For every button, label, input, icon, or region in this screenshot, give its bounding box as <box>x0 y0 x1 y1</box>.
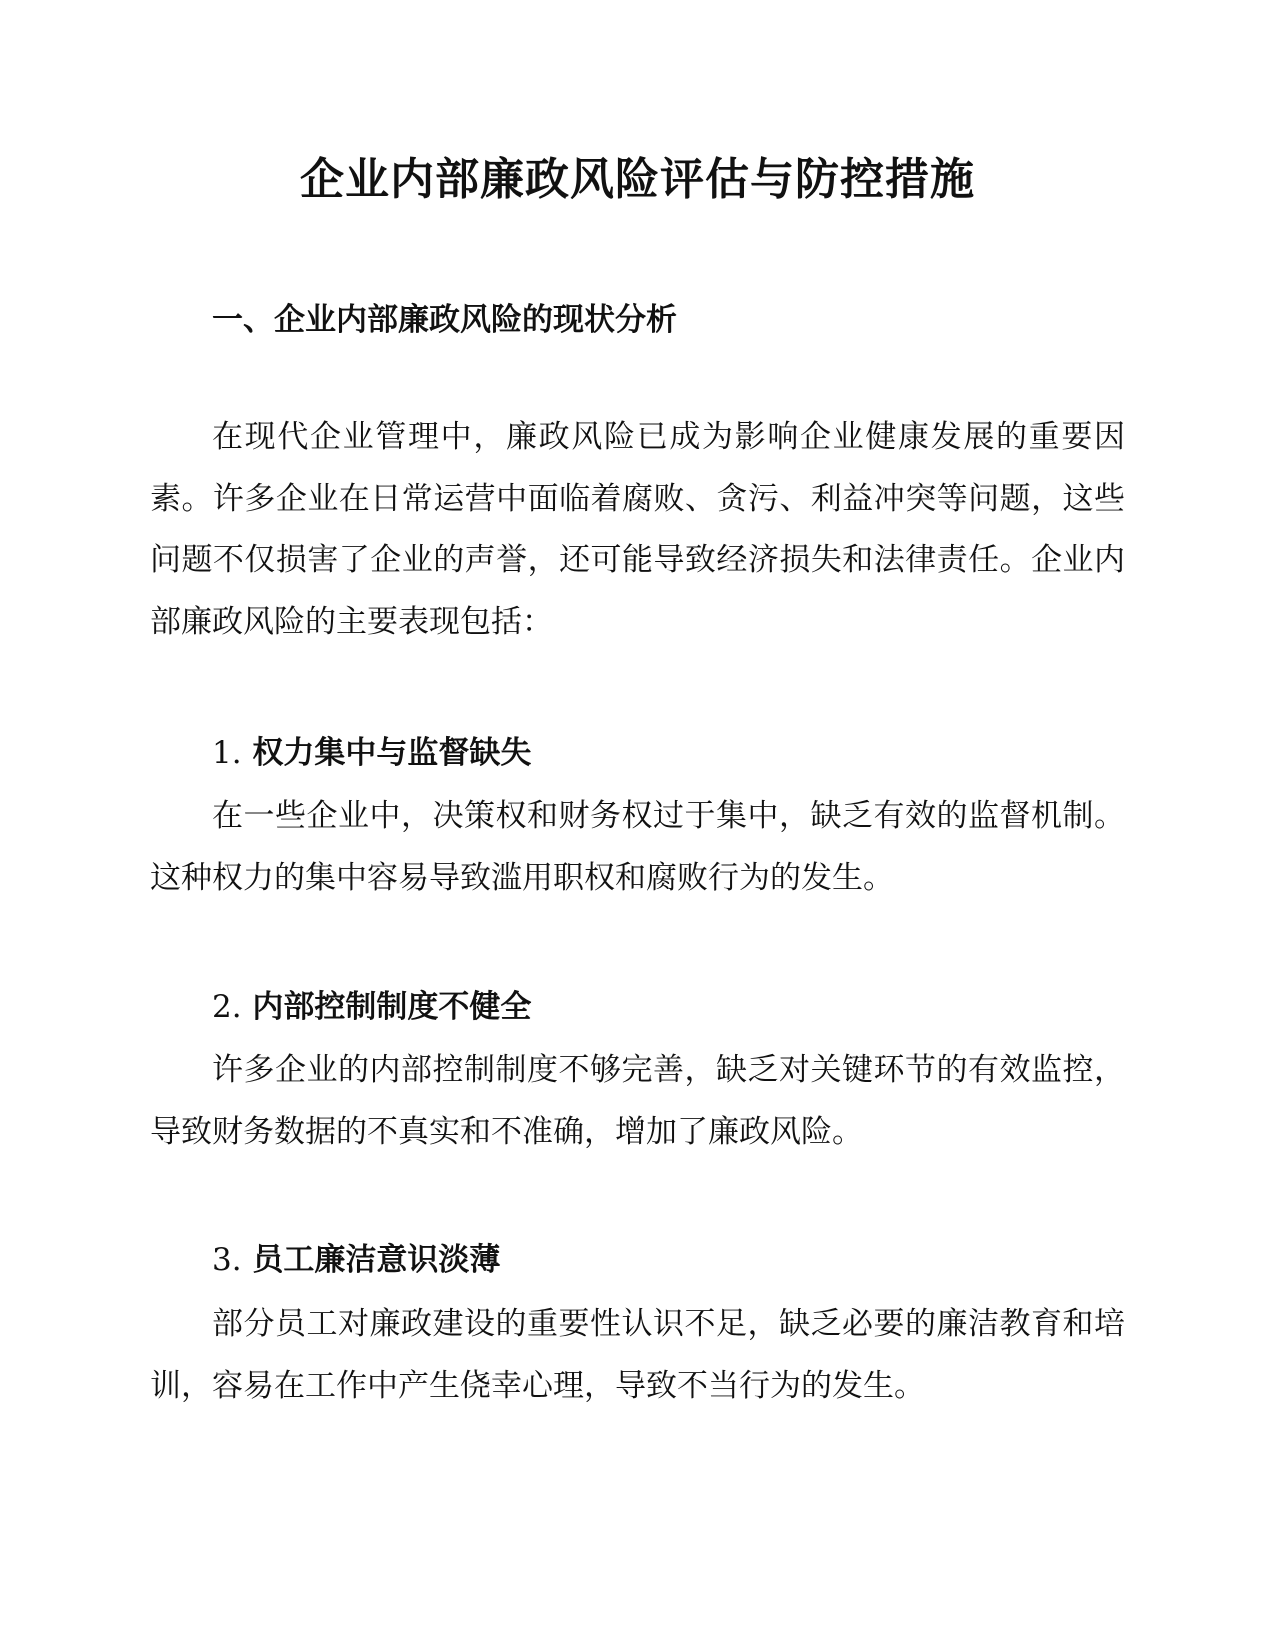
item-1-heading <box>212 733 531 773</box>
item-3-title: 员工廉洁意识淡薄 <box>252 1242 501 1278</box>
document-title: 企业内部廉政风险评估与防控措施 <box>300 154 975 205</box>
item-3-heading <box>212 1240 500 1280</box>
item-1-title: 权力集中与监督缺失 <box>252 735 532 771</box>
item-2-heading <box>212 987 531 1027</box>
section-heading: 一、企业内部廉政风险的现状分析 <box>212 302 677 338</box>
item-2-title: 内部控制制度不健全 <box>252 989 532 1025</box>
item-2-number: 2. <box>212 989 242 1025</box>
item-3-body: 部分员工对廉政建设的重要性认识不足，缺乏必要的廉洁教育和培训，容易在工作中产生侥幸心理，导致不当行为的发生。 <box>150 1306 1125 1404</box>
item-3-number: 3. <box>212 1242 242 1278</box>
intro-paragraph: 在现代企业管理中，廉政风险已成为影响企业健康发展的重要因素。许多企业在日常运营中面临着腐败、贪污、利益冲突等问题，这些问题不仅损害了企业的声誉，还可能导致经济损失和法律责任。企业内部廉政风险的主要表现包括： <box>150 419 1125 640</box>
item-1-number: 1. <box>212 735 242 771</box>
item-2-body: 许多企业的内部控制制度不够完善，缺乏对关键环节的有效监控，导致财务数据的不真实和不准确，增加了廉政风险。 <box>150 1052 1125 1150</box>
item-1-body: 在一些企业中，决策权和财务权过于集中，缺乏有效的监督机制。这种权力的集中容易导致滥用职权和腐败行为的发生。 <box>150 798 1125 896</box>
